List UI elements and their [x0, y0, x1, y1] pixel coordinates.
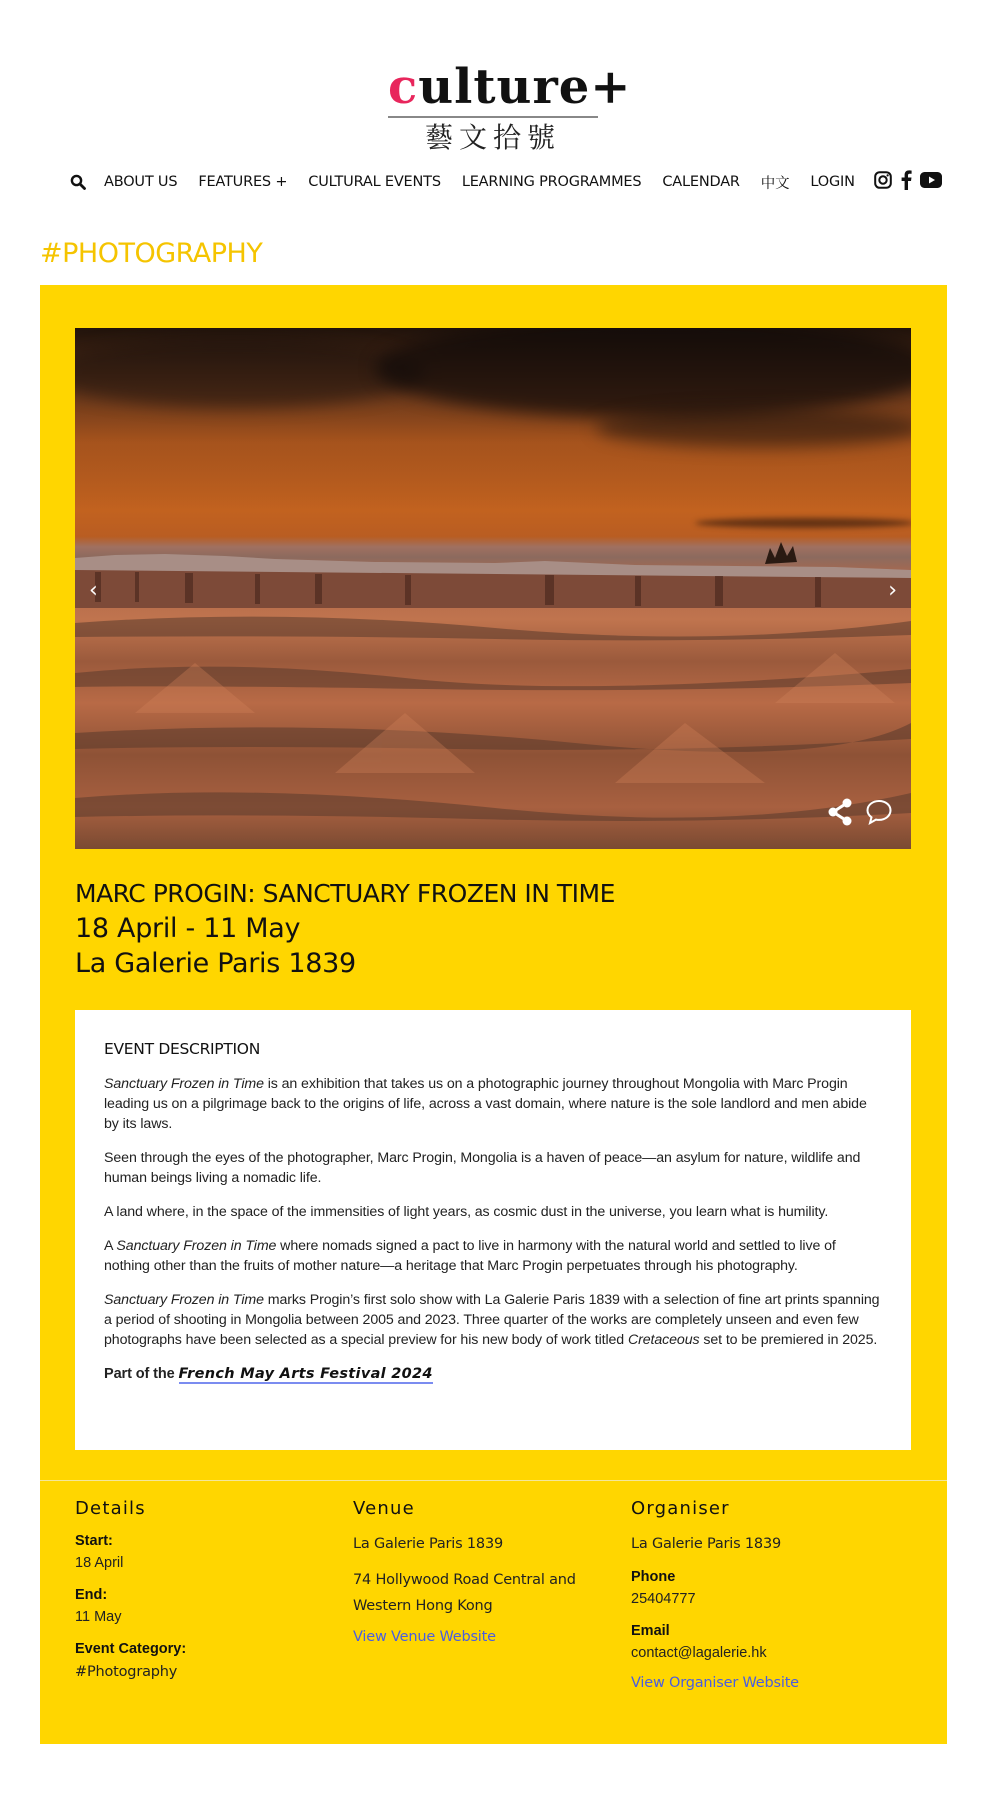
event-header — [75, 877, 615, 981]
festival-note: Part of the French May Arts Festival 2024 — [104, 1366, 433, 1382]
description-paragraph: Sanctuary Frozen in Time marks Progin’s first solo show with La Galerie Paris 1839 with a selection of fine art prints spanning a period of shooting in Mongolia between 2005 and 2023. Three quarter of the works are completely unseen and even few photographs have been selected as a special preview for his new body of work titled Cretaceous set to be premiered in 2025. — [104, 1292, 880, 1348]
end-label: End: — [75, 1587, 108, 1603]
nav-about-us[interactable]: ABOUT US — [104, 174, 178, 190]
instagram-icon[interactable] — [874, 171, 892, 193]
section-divider — [40, 1480, 947, 1481]
nav-features[interactable]: FEATURES + — [198, 174, 288, 190]
plateau-ridge — [75, 528, 911, 608]
nav-calendar[interactable]: CALENDAR — [662, 174, 740, 190]
view-organiser-website-link[interactable]: View Organiser Website — [631, 1675, 799, 1691]
email-value[interactable]: contact@lagalerie.hk — [631, 1645, 767, 1661]
phone-label: Phone — [631, 1569, 676, 1585]
event-panel — [40, 285, 947, 1744]
category-label: Event Category: — [75, 1641, 187, 1657]
cloud-shape — [695, 518, 911, 528]
event-description-card — [75, 1010, 911, 1450]
phone-value: 25404777 — [631, 1591, 696, 1607]
venue-address-line2: Western Hong Kong — [353, 1598, 493, 1614]
facebook-icon[interactable] — [900, 170, 912, 194]
organiser-heading: Organiser — [631, 1498, 730, 1519]
festival-link[interactable]: French May Arts Festival 2024 — [178, 1366, 433, 1382]
description-heading: EVENT DESCRIPTION — [104, 1040, 260, 1058]
cloud-shape — [595, 408, 911, 448]
nav-cultural-events[interactable]: CULTURAL EVENTS — [308, 174, 441, 190]
organiser-column — [631, 1498, 909, 1692]
category-tag[interactable]: #PHOTOGRAPHY — [40, 238, 263, 269]
search-icon[interactable] — [70, 174, 86, 190]
description-paragraph: Sanctuary Frozen in Time is an exhibition that takes us on a photographic journey throughout Mongolia with Marc Progin leading us on a pilgrimage back to the origins of life, across a vast domain, where nature is the sole landlord and men abide by its laws. — [104, 1076, 867, 1132]
view-venue-website-link[interactable]: View Venue Website — [353, 1629, 496, 1645]
start-value: 18 April — [75, 1555, 124, 1571]
nav-learning-programmes[interactable]: LEARNING PROGRAMMES — [461, 174, 642, 190]
badlands-terrain — [75, 603, 911, 849]
cloud-shape — [75, 338, 425, 408]
venue-name: La Galerie Paris 1839 — [353, 1536, 503, 1552]
nav-login[interactable]: LOGIN — [810, 174, 855, 190]
site-logo[interactable] — [388, 59, 632, 156]
event-info-columns — [75, 1498, 911, 1692]
carousel-prev-button[interactable]: ‹ — [89, 578, 98, 603]
description-paragraph: A Sanctuary Frozen in Time where nomads signed a pact to live in harmony with the natural world and settled to live of nothing other than the fruits of mother nature—a heritage that Marc Progin perpetuates through his photography. — [104, 1238, 836, 1274]
description-paragraph: A land where, in the space of the immensities of light years, as cosmic dust in the universe, you learn what is humility. — [104, 1204, 829, 1220]
event-dates: 18 April - 11 May — [75, 913, 301, 944]
end-value: 11 May — [75, 1609, 122, 1625]
event-image-carousel[interactable] — [75, 328, 911, 849]
cloud-shape — [375, 328, 911, 418]
details-column — [75, 1498, 353, 1692]
share-icon[interactable] — [827, 798, 853, 831]
event-title: MARC PROGIN: SANCTUARY FROZEN IN TIME — [75, 879, 615, 908]
details-heading: Details — [75, 1498, 146, 1519]
social-links — [874, 170, 942, 194]
start-label: Start: — [75, 1533, 113, 1549]
image-actions — [827, 798, 893, 831]
event-venue: La Galerie Paris 1839 — [75, 948, 356, 979]
organiser-name: La Galerie Paris 1839 — [631, 1536, 781, 1552]
venue-column — [353, 1498, 631, 1692]
description-paragraph: Seen through the eyes of the photographer, Marc Progin, Mongolia is a haven of peace—an asylum for nature, wildlife and human beings living a nomadic life. — [104, 1150, 861, 1186]
logo-divider — [388, 116, 598, 118]
main-nav — [70, 170, 942, 194]
venue-address-line1: 74 Hollywood Road Central and — [353, 1572, 576, 1588]
venue-heading: Venue — [353, 1498, 415, 1519]
carousel-next-button[interactable]: › — [888, 578, 897, 603]
email-label: Email — [631, 1623, 670, 1639]
nav-chinese[interactable]: 中文 — [760, 175, 790, 192]
logo-wordmark: culture+ — [388, 59, 632, 115]
youtube-icon[interactable] — [920, 172, 942, 192]
logo-subtitle: 藝文拾號 — [424, 121, 561, 154]
comment-icon[interactable] — [865, 799, 893, 830]
category-value[interactable]: #Photography — [75, 1664, 178, 1680]
